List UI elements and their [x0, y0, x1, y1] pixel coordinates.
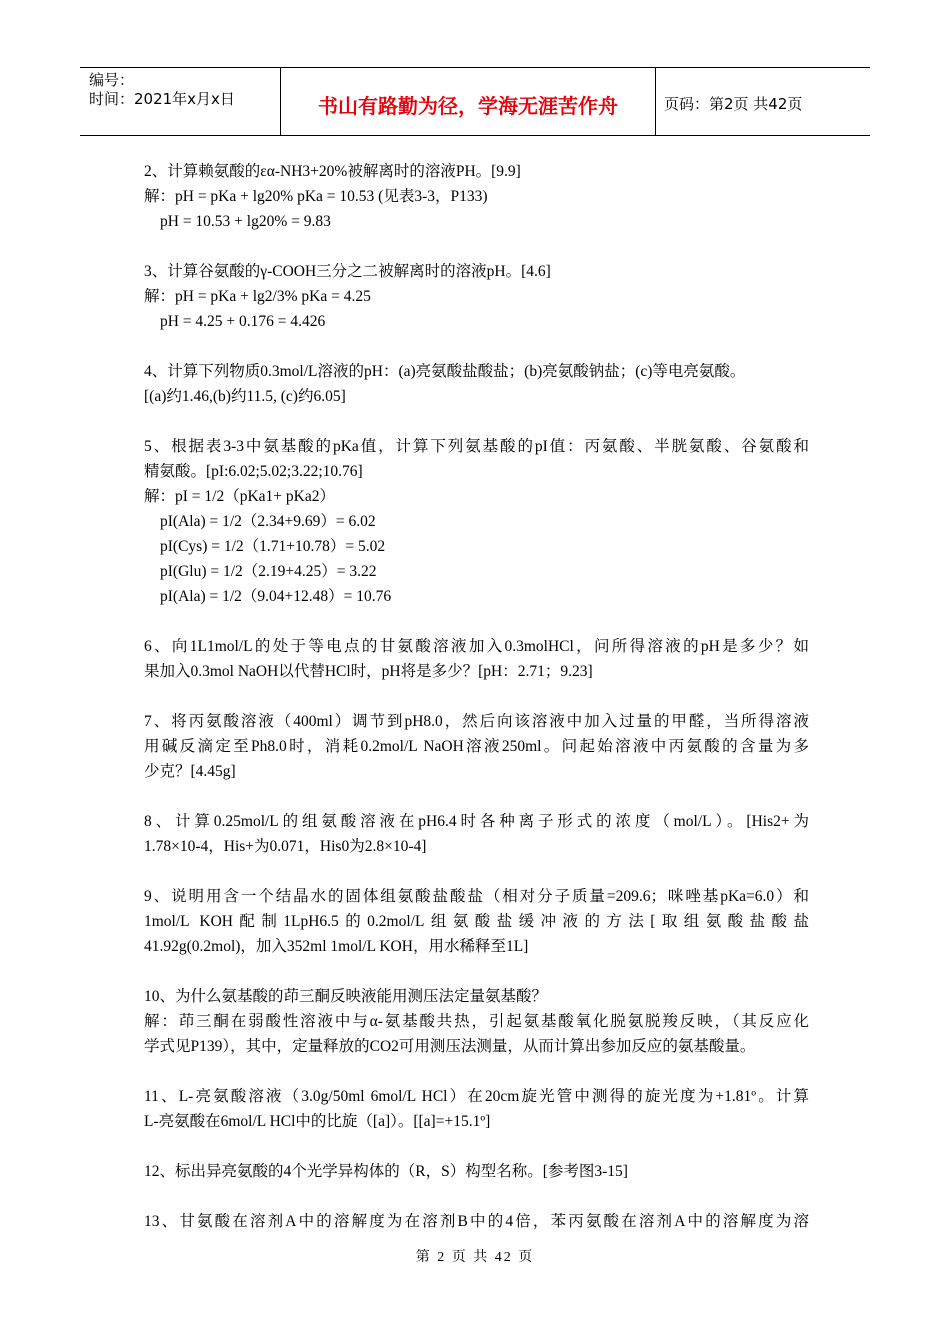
text-line: 4、计算下列物质0.3mol/L溶液的pH：(a)亮氨酸盐酸盐；(b)亮氨酸钠盐；(c)等电亮氨酸。 — [144, 363, 746, 380]
page-footer: 第 2 页 共 42 页 — [415, 1250, 535, 1265]
paragraph-gap — [144, 859, 809, 884]
text-line: 果加入0.3mol NaOH以代替HCl时，pH将是多少？[pH：2.71；9.23] — [144, 663, 593, 680]
text-line: pH = 10.53 + lg20% = 9.83 — [160, 213, 331, 230]
paragraph-gap — [144, 1059, 809, 1084]
text-line: 11、L-亮氨酸溶液（3.0g/50ml 6mol/L HCl）在20cm旋光管中测得的旋光度为+1.81º。计算 — [144, 1088, 809, 1105]
header-meta — [80, 68, 281, 135]
text-line: 解：pH = pKa + lg2/3% pKa = 4.25 — [144, 288, 371, 305]
text-line: 41.92g(0.2mol)，加入352ml 1mol/L KOH，用水稀释至1L] — [144, 938, 529, 955]
text-line: 6、向1L1mol/L的处于等电点的甘氨酸溶液加入0.3molHCl，问所得溶液的pH是多少？如 — [144, 638, 809, 655]
text-line: pI(Ala) = 1/2（2.34+9.69）= 6.02 — [160, 513, 376, 530]
header-motto: 书山有路勤为径，学海无涯苦作舟 — [281, 68, 656, 135]
page-header — [80, 67, 870, 136]
text-line: [(a)约1.46,(b)约11.5, (c)约6.05] — [144, 388, 346, 405]
text-line: pI(Cys) = 1/2（1.71+10.78）= 5.02 — [160, 538, 386, 555]
paragraph-gap — [144, 684, 809, 709]
text-line: 13、甘氨酸在溶剂A中的溶解度为在溶剂B中的4倍，苯丙氨酸在溶剂A中的溶解度为溶 — [144, 1213, 809, 1230]
text-line: 少克？[4.45g] — [144, 763, 236, 780]
text-line: 12、标出异亮氨酸的4个光学异构体的（R，S）构型名称。[参考图3-15] — [144, 1163, 628, 1180]
text-line: 精氨酸。[pI:6.02;5.02;3.22;10.76] — [144, 463, 363, 480]
paragraph-gap — [144, 609, 809, 634]
document-date: 时间：2021年x月x日 — [89, 90, 235, 108]
paragraph-gap — [144, 409, 809, 434]
text-line: 10、为什么氨基酸的茚三酮反映液能用测压法定量氨基酸？ — [144, 988, 548, 1005]
text-line: pI(Glu) = 1/2（2.19+4.25）= 3.22 — [160, 563, 377, 580]
text-line: 9、说明用含一个结晶水的固体组氨酸盐酸盐（相对分子质量=209.6；咪唑基pKa=6.0）和 — [144, 888, 809, 905]
text-line: pI(Ala) = 1/2（9.04+12.48）= 10.76 — [160, 588, 392, 605]
text-line: 学式见P139），其中，定量释放的CO2可用测压法测量，从而计算出参加反应的氨基酸量。 — [144, 1038, 756, 1055]
paragraph-gap — [144, 1184, 809, 1209]
text-line: 3、计算谷氨酸的γ-COOH三分之二被解离时的溶液pH。[4.6] — [144, 263, 551, 280]
text-line: 8、计算0.25mol/L的组氨酸溶液在pH6.4时各种离子形式的浓度（mol/L）。[His2+为 — [144, 813, 809, 830]
text-line: 解：pH = pKa + lg20% pKa = 10.53 (见表3-3，P133) — [144, 188, 488, 205]
text-line: 用碱反滴定至Ph8.0时，消耗0.2mol/L NaOH溶液250ml。问起始溶液中丙氨酸的含量为多 — [144, 738, 809, 755]
paragraph-gap — [144, 1134, 809, 1159]
header-page-info: 页码：第2页 共42页 — [664, 95, 803, 113]
document-body — [144, 159, 809, 1234]
text-line: pH = 4.25 + 0.176 = 4.426 — [160, 313, 326, 330]
text-line: 5、根据表3-3中氨基酸的pKa值，计算下列氨基酸的pI值：丙氨酸、半胱氨酸、谷氨酸和 — [144, 438, 809, 455]
paragraph-gap — [144, 784, 809, 809]
text-line: L-亮氨酸在6mol/L HCl中的比旋（[a]）。[[a]=+15.1º] — [144, 1113, 491, 1130]
text-line: 1.78×10-4，His+为0.071，His0为2.8×10-4] — [144, 838, 427, 855]
paragraph-gap — [144, 334, 809, 359]
text-line: 7、将丙氨酸溶液（400ml）调节到pH8.0，然后向该溶液中加入过量的甲醛，当所得溶液 — [144, 713, 809, 730]
paragraph-gap — [144, 959, 809, 984]
paragraph-gap — [144, 234, 809, 259]
text-line: 解：pI = 1/2（pKa1+ pKa2） — [144, 488, 335, 505]
text-line: 解：茚三酮在弱酸性溶液中与α-氨基酸共热，引起氨基酸氧化脱氨脱羧反映，（其反应化 — [144, 1013, 809, 1030]
document-number-label: 编号： — [89, 71, 135, 89]
text-line: 1mol/L KOH配制1LpH6.5的0.2mol/L组氨酸盐缓冲液的方法[取组氨酸盐酸盐 — [144, 913, 809, 930]
text-line: 2、计算赖氨酸的εα-NH3+20%被解离时的溶液PH。[9.9] — [144, 163, 521, 180]
